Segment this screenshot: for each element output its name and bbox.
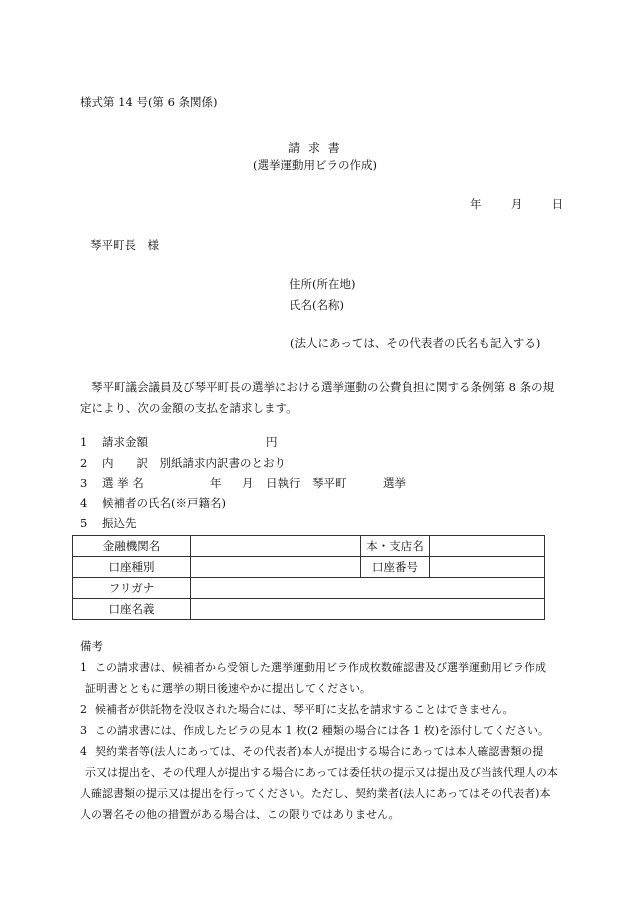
item-label: 候補者の氏名(※戸籍名)	[102, 496, 226, 510]
furigana-field[interactable]	[191, 578, 545, 599]
account-holder-label: 口座名義	[73, 599, 191, 620]
note-text: 候補者が供託物を没収された場合には、琴平町に支払を請求することはできません。	[95, 703, 514, 716]
remarks-title: 備考	[80, 639, 103, 653]
note-text: 契約業者等(法人にあっては、その代表者)本人が提出する場合にあっては本人確認書類の提	[95, 745, 544, 758]
table-row	[73, 599, 545, 620]
account-number-label: 口座番号	[361, 557, 430, 578]
corporation-note: (法人にあっては、その代表者の氏名も記入する)	[290, 336, 541, 350]
item-label: 内 訳	[102, 456, 148, 470]
item-breakdown	[80, 457, 286, 471]
date-month-label: 月	[510, 197, 523, 211]
table-row	[73, 578, 545, 599]
item-election-name	[80, 477, 480, 491]
item-label: 選 挙 名	[102, 476, 144, 490]
table-row	[73, 557, 545, 578]
branch-field[interactable]	[430, 536, 545, 557]
note-number: 3	[80, 724, 87, 737]
address-label: 住所(所在地)	[289, 277, 356, 291]
note-text: この請求書には、作成したビラの見本 1 枚(2 種類の場合には各 1 枚)を添付してください。	[95, 724, 550, 737]
note-continuation: 証明書とともに選挙の期日後速やかに提出してください。	[85, 682, 371, 695]
election-day-exec-label: 日執行	[266, 476, 301, 490]
yen-unit: 円	[266, 435, 278, 449]
document-title: 請 求 書	[288, 141, 342, 155]
note-number: 2	[80, 703, 87, 716]
addressee: 琴平町長 様	[90, 238, 159, 252]
bank-account-table	[72, 535, 545, 620]
date-line	[470, 198, 563, 212]
note-continuation: 示又は提出を、その代理人が提出する場合にあっては委任状の提示又は提出及び当該代理人の本人確認書類の提示又は提出を行ってください。ただし、契約業者(法人にあってはその代表者)本人の署名その他の措置がある場合は、この限りではありません。	[80, 766, 558, 821]
item-transfer-destination	[80, 517, 137, 531]
date-day-label: 日	[551, 197, 564, 211]
furigana-label: フリガナ	[73, 578, 191, 599]
form-number: 様式第 14 号(第 6 条関係)	[80, 95, 218, 109]
document-subtitle: (選挙運動用ビラの作成)	[253, 158, 377, 172]
remark-note	[80, 720, 560, 741]
item-number: 2	[80, 456, 88, 470]
item-number: 1	[80, 435, 88, 449]
item-number: 4	[80, 496, 88, 510]
bank-name-field[interactable]	[191, 536, 361, 557]
remark-note	[80, 699, 560, 720]
election-year-label: 年	[210, 476, 222, 490]
note-number: 1	[80, 661, 87, 674]
name-label: 氏名(名称)	[289, 298, 344, 312]
item-number: 3	[80, 476, 88, 490]
election-label: 選挙	[383, 476, 406, 490]
item-number: 5	[80, 516, 88, 530]
body-text: 琴平町議会議員及び琴平町長の選挙における選挙運動の公費負担に関する条例第 8 条の規定により、次の金額の支払を請求します。	[80, 380, 555, 415]
account-holder-field[interactable]	[191, 599, 545, 620]
item-candidate-name	[80, 497, 226, 511]
item-claim-amount	[80, 435, 278, 450]
remark-note	[80, 741, 558, 825]
item-label: 振込先	[102, 516, 137, 530]
item-label: 請求金額	[102, 435, 148, 449]
account-type-field[interactable]	[191, 557, 361, 578]
item-value: 別紙請求内訳書のとおり	[159, 456, 286, 470]
account-type-label: 口座種別	[73, 557, 191, 578]
election-month-label: 月	[242, 476, 254, 490]
table-row	[73, 536, 545, 557]
branch-label: 本・支店名	[361, 536, 430, 557]
bank-name-label: 金融機関名	[73, 536, 191, 557]
election-town: 琴平町	[312, 476, 347, 490]
remark-note	[80, 657, 560, 699]
date-year-label: 年	[470, 197, 482, 211]
account-number-field[interactable]	[430, 557, 545, 578]
note-text: この請求書は、候補者から受領した選挙運動用ビラ作成枚数確認書及び選挙運動用ビラ作成	[95, 661, 546, 674]
note-number: 4	[80, 745, 87, 758]
